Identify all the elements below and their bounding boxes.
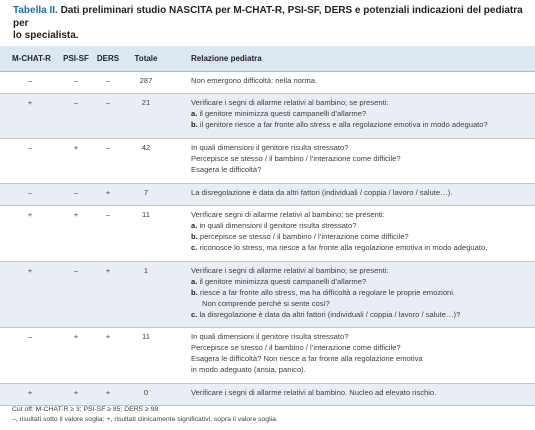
relazione-text: il genitore minimizza questi campanelli d’allarme?: [197, 277, 367, 286]
relazione-text: Percepisce se stesso / il bambino / l’interazione come difficile?: [191, 154, 401, 163]
list-marker: b.: [191, 120, 198, 129]
relazione-text: La disregolazione è data da altri fattori (individuali / coppia / lavoro / salute…).: [191, 188, 453, 197]
cell-mchat: –: [27, 76, 33, 85]
relazione-line: [191, 97, 535, 108]
relazione-line: [191, 231, 535, 242]
cell-totale: 0: [143, 388, 149, 397]
data-table: [0, 46, 535, 406]
relazione-line: [191, 331, 535, 342]
relazione-text: Non comprende perché si sente così?: [202, 299, 330, 308]
header-ders: DERS: [96, 54, 120, 63]
cell-mchat: +: [27, 388, 33, 397]
header-totale: Totale: [134, 54, 158, 63]
cell-relazione: [168, 184, 535, 198]
cell-psisf: +: [73, 210, 79, 219]
cell-ders: –: [105, 210, 111, 219]
footnote-legend: –, risultati sotto il valore soglia; +, risultati clinicamente significativi, sopra il valore soglia.: [12, 415, 278, 423]
cell-relazione: [168, 328, 535, 375]
cell-ders: +: [105, 388, 111, 397]
relazione-text: in quali dimensioni il genitore risulta stressato?: [197, 221, 357, 230]
cell-psisf: –: [73, 266, 79, 275]
relazione-line: [191, 142, 535, 153]
cell-ders: –: [105, 98, 111, 107]
relazione-line: [191, 298, 535, 309]
cell-totale: 11: [142, 210, 150, 219]
table-body: [0, 72, 535, 406]
cell-totale: 1: [143, 266, 149, 275]
table-caption-text: Dati preliminari studio NASCITA per M-CHAT-R, PSI-SF, DERS e potenziali indicazioni del pediatra per: [13, 5, 523, 29]
list-marker: a.: [191, 277, 198, 286]
cell-relazione: [168, 262, 535, 320]
relazione-text: la disregolazione è data da altri fattori (individuali / coppia / lavoro / salute…)?: [197, 310, 461, 319]
relazione-line: [191, 353, 535, 364]
relazione-line: [191, 153, 535, 164]
list-marker: a.: [191, 221, 198, 230]
relazione-line: [191, 108, 535, 119]
table-row: [0, 184, 535, 206]
relazione-text: riesce a far fronte allo stress, ma ha difficoltà a regolare le proprie emozioni.: [197, 288, 456, 297]
relazione-line: [191, 309, 535, 320]
cell-relazione: [168, 384, 535, 398]
cell-relazione: [168, 206, 535, 253]
relazione-line: [191, 164, 535, 175]
cell-totale: 42: [141, 143, 151, 152]
header-relazione: Relazione pediatra: [191, 54, 262, 63]
relazione-text: Non emergono difficoltà: nella norma.: [191, 76, 318, 85]
list-marker: b.: [191, 288, 198, 297]
relazione-text: Esagera le difficoltà? Non riesce a far fronte alla regolazione emotiva: [191, 354, 423, 363]
footnote-cutoff: Cut off: M-CHAT-R ≥ 3; PSI-SF ≥ 85; DERS ≥ 98: [12, 406, 159, 413]
cell-totale: 21: [141, 98, 151, 107]
relazione-line: [191, 220, 535, 231]
relazione-line: [191, 387, 535, 398]
cell-ders: +: [105, 266, 111, 275]
relazione-line: [191, 364, 535, 375]
relazione-text: Verificare i segni di allarme relativi al bambino; se presenti:: [191, 266, 389, 275]
cell-mchat: –: [27, 332, 33, 341]
table-caption: [13, 5, 525, 43]
table-row: [0, 262, 535, 328]
cell-mchat: –: [27, 143, 33, 152]
relazione-line: [191, 119, 535, 130]
table-label: Tabella II.: [13, 5, 58, 16]
cell-relazione: [168, 72, 535, 86]
list-marker: c.: [191, 243, 198, 252]
relazione-line: [191, 242, 535, 253]
table-row: [0, 139, 535, 184]
relazione-text: Verificare i segni di allarme relativi al bambino. Nucleo ad elevato rischio.: [191, 388, 437, 397]
cell-relazione: [168, 94, 535, 130]
list-marker: a.: [191, 109, 198, 118]
relazione-line: [191, 265, 535, 276]
relazione-text: Verificare i segni di allarme relativi al bambino; se presenti:: [191, 98, 389, 107]
header-psisf: PSI-SF: [63, 54, 89, 63]
table-row: [0, 384, 535, 406]
cell-ders: –: [105, 143, 111, 152]
relazione-text: percepisce se stesso / il bambino / l’interazione come difficile?: [197, 232, 409, 241]
relazione-line: [191, 187, 535, 198]
table-header-row: [0, 46, 535, 72]
list-marker: b.: [191, 232, 198, 241]
relazione-text: Verificare segni di allarme relativi al bambino; se presenti:: [191, 210, 385, 219]
table-row: [0, 328, 535, 384]
relazione-text: il genitore minimizza questi campanelli d’allarme?: [197, 109, 367, 118]
cell-psisf: –: [73, 98, 79, 107]
cell-ders: +: [105, 332, 111, 341]
cell-psisf: +: [73, 143, 79, 152]
cell-relazione: [168, 139, 535, 175]
relazione-text: Esagera le difficoltà?: [191, 165, 262, 174]
table-row: [0, 94, 535, 139]
table-caption-text-line2: lo specialista.: [13, 30, 79, 41]
cell-psisf: +: [73, 388, 79, 397]
table-row: [0, 206, 535, 262]
cell-psisf: –: [73, 76, 79, 85]
relazione-line: [191, 342, 535, 353]
relazione-line: [191, 75, 535, 86]
relazione-text: riconosce lo stress, ma riesce a far fronte alla regolazione emotiva in modo adeguato.: [197, 243, 488, 252]
cell-mchat: +: [27, 210, 33, 219]
cell-mchat: –: [27, 188, 33, 197]
relazione-text: Percepisce se stesso / il bambino / l’interazione come difficile?: [191, 343, 401, 352]
relazione-text: In quali dimensioni il genitore risulta stressato?: [191, 143, 349, 152]
relazione-text: in modo adeguato (ansia, panico).: [191, 365, 306, 374]
header-mchat: M-CHAT-R: [12, 54, 51, 63]
list-marker: c.: [191, 310, 198, 319]
cell-ders: +: [105, 188, 111, 197]
cell-totale: 11: [142, 332, 150, 341]
relazione-line: [191, 276, 535, 287]
cell-psisf: –: [73, 188, 79, 197]
relazione-text: In quali dimensioni il genitore risulta stressato?: [191, 332, 349, 341]
cell-ders: –: [105, 76, 111, 85]
table-footnotes: [12, 405, 278, 424]
cell-mchat: +: [27, 266, 33, 275]
relazione-line: [191, 209, 535, 220]
cell-totale: 7: [143, 188, 149, 197]
cell-mchat: +: [27, 98, 33, 107]
cell-psisf: +: [73, 332, 79, 341]
relazione-text: il genitore riesce a far fronte allo stress e alla regolazione emotiva in modo adeguato?: [197, 120, 488, 129]
cell-totale: 287: [139, 76, 153, 85]
relazione-line: [191, 287, 535, 298]
table-row: [0, 72, 535, 94]
